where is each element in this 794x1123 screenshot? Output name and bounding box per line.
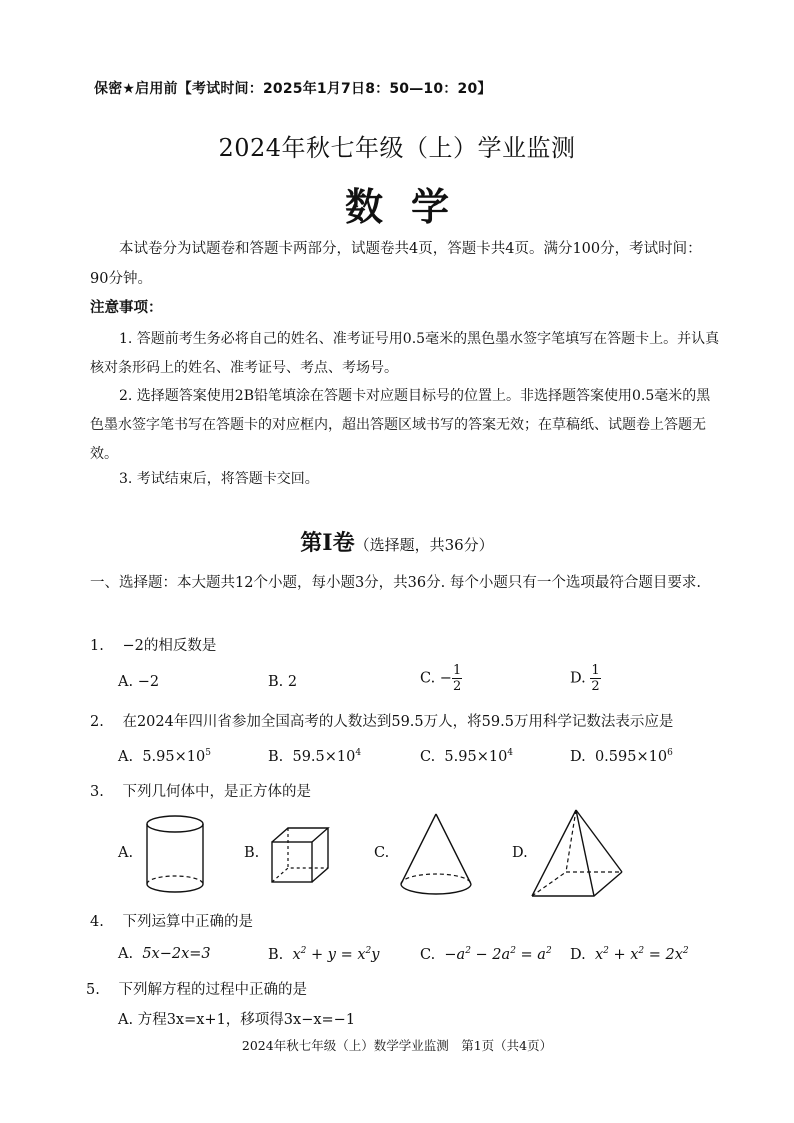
cone-figure (396, 810, 476, 900)
exponent: 2 (510, 946, 516, 956)
option-label: D. (570, 946, 586, 963)
exponent: 2 (638, 946, 645, 956)
fraction-numerator: 1 (452, 663, 462, 678)
intro-paragraph: 本试卷分为试题卷和答题卡两部分，试题卷共4页，答题卡共4页。满分100分，考试时间：90分钟。 (90, 241, 702, 287)
q3-option-c-label: C. (374, 845, 390, 861)
term: x (594, 946, 604, 963)
section-heading (0, 526, 794, 557)
q3-option-d-label: D. (512, 845, 528, 861)
exam-title: 2024年秋七年级（上）学业监测 (218, 134, 576, 162)
option-expression (595, 947, 689, 963)
question-number: 4. (90, 914, 104, 930)
question-stem: 在2024年四川省参加全国高考的人数达到59.5万人，将59.5万用科学记数法表示应是 (122, 714, 674, 730)
exponent: 2 (365, 946, 372, 956)
question-number: 3. (90, 784, 104, 800)
cylinder-figure (140, 812, 210, 898)
cube-figure (268, 824, 332, 888)
fraction-denominator: 2 (591, 679, 600, 694)
q5-option-a: A. 方程3x=x+1，移项得3x−x=−1 (118, 1012, 356, 1028)
question-number: 5. (86, 982, 100, 998)
note-item-1: 1. 答题前考生务必将自己的姓名、准考证号用0.5毫米的黑色墨水签字笔填写在答题卡上。并认真核对条形码上的姓名、准考证号、考点、考场号。 (90, 331, 720, 376)
option-label: B. (268, 946, 284, 963)
exponent: 2 (300, 946, 307, 956)
q3-option-a-label: A. (118, 845, 134, 861)
exponent: 2 (682, 946, 689, 956)
option-exponent: 4 (355, 748, 362, 758)
option-label: A. (118, 748, 134, 765)
question-number: 1. (90, 638, 104, 654)
question-4 (90, 910, 253, 931)
option-base: 59.5×10 (292, 748, 356, 765)
option-expression (444, 947, 551, 963)
term: = 2x (644, 946, 683, 963)
question-stem: 下列运算中正确的是 (122, 914, 253, 930)
option-exponent: 4 (507, 748, 514, 758)
section-subtitle: （选择题，共36分） (354, 536, 494, 554)
pyramid-figure (528, 806, 628, 900)
q4-option-a (118, 946, 211, 962)
option-base: 5.95×10 (142, 748, 206, 765)
option-label: C. (420, 946, 436, 963)
q4-option-d (570, 946, 689, 963)
option-base: 5.95×10 (444, 748, 508, 765)
q4-option-b (268, 946, 379, 963)
q1-option-d-fraction (590, 663, 600, 694)
question-1 (90, 634, 216, 655)
q2-option-a (118, 748, 211, 765)
q1-option-d-label: D. (570, 670, 586, 687)
option-label: C. (420, 748, 436, 765)
q1-option-d (570, 663, 601, 694)
option-base: 0.595×10 (594, 748, 668, 765)
part-instructions: 一、选择题：本大题共12个小题，每小题3分，共36分. 每个小题只有一个选项最符合题目要求. (90, 575, 701, 591)
confidential-header: 保密★启用前【考试时间：2025年1月7日8：50—10：20】 (94, 81, 492, 97)
fraction-denominator: 2 (452, 679, 462, 694)
question-number: 2. (90, 714, 104, 730)
q3-option-b-label: B. (244, 845, 260, 861)
notes-heading: 注意事项： (90, 300, 163, 316)
term: x (292, 946, 301, 963)
option-exponent: 5 (205, 748, 211, 758)
exponent: 2 (603, 946, 609, 956)
term: + x (608, 946, 639, 963)
exponent: 2 (465, 946, 471, 956)
term: = a (515, 946, 546, 963)
exponent: 2 (545, 946, 552, 956)
page-footer: 2024年秋七年级（上）数学学业监测 第1页（共4页） (241, 1038, 553, 1053)
question-stem: −2的相反数是 (122, 638, 217, 654)
q1-option-b: B. 2 (268, 674, 298, 690)
q4-option-c (420, 946, 552, 963)
q1-option-a: A. −2 (118, 674, 160, 690)
option-exponent: 6 (667, 748, 673, 758)
question-2 (90, 710, 673, 731)
note-item-2: 2. 选择题答案使用2B铅笔填涂在答题卡对应题目标号的位置上。非选择题答案使用0.5毫米的黑色墨水签字笔书写在答题卡的对应框内，超出答题区域书写的答案无效；在草稿纸、试题卷上答题无效。 (90, 388, 711, 462)
question-stem: 下列几何体中，是正方体的是 (122, 784, 311, 800)
question-stem: 下列解方程的过程中正确的是 (118, 982, 307, 998)
fraction-numerator: 1 (591, 663, 600, 678)
q2-option-c (420, 748, 513, 765)
option-expression: 5x−2x=3 (142, 946, 211, 962)
option-label: A. (118, 946, 134, 962)
term: − 2a (470, 946, 511, 963)
option-label: B. (268, 748, 284, 765)
q2-option-b (268, 748, 361, 765)
option-expression (292, 947, 379, 963)
term: −a (444, 946, 466, 963)
q1-option-c-label: C. − (420, 670, 452, 687)
term: y (371, 946, 380, 963)
q1-option-c-fraction (452, 663, 462, 694)
question-5 (86, 978, 307, 999)
question-3 (90, 780, 311, 801)
subject-title: 数学 (344, 184, 477, 229)
section-title: 第Ⅰ卷 (300, 530, 355, 556)
option-label: D. (570, 748, 586, 765)
q1-option-c (420, 663, 462, 694)
q2-option-d (570, 748, 673, 765)
note-item-3: 3. 考试结束后，将答题卡交回。 (119, 471, 319, 487)
term: + y = x (306, 946, 366, 963)
